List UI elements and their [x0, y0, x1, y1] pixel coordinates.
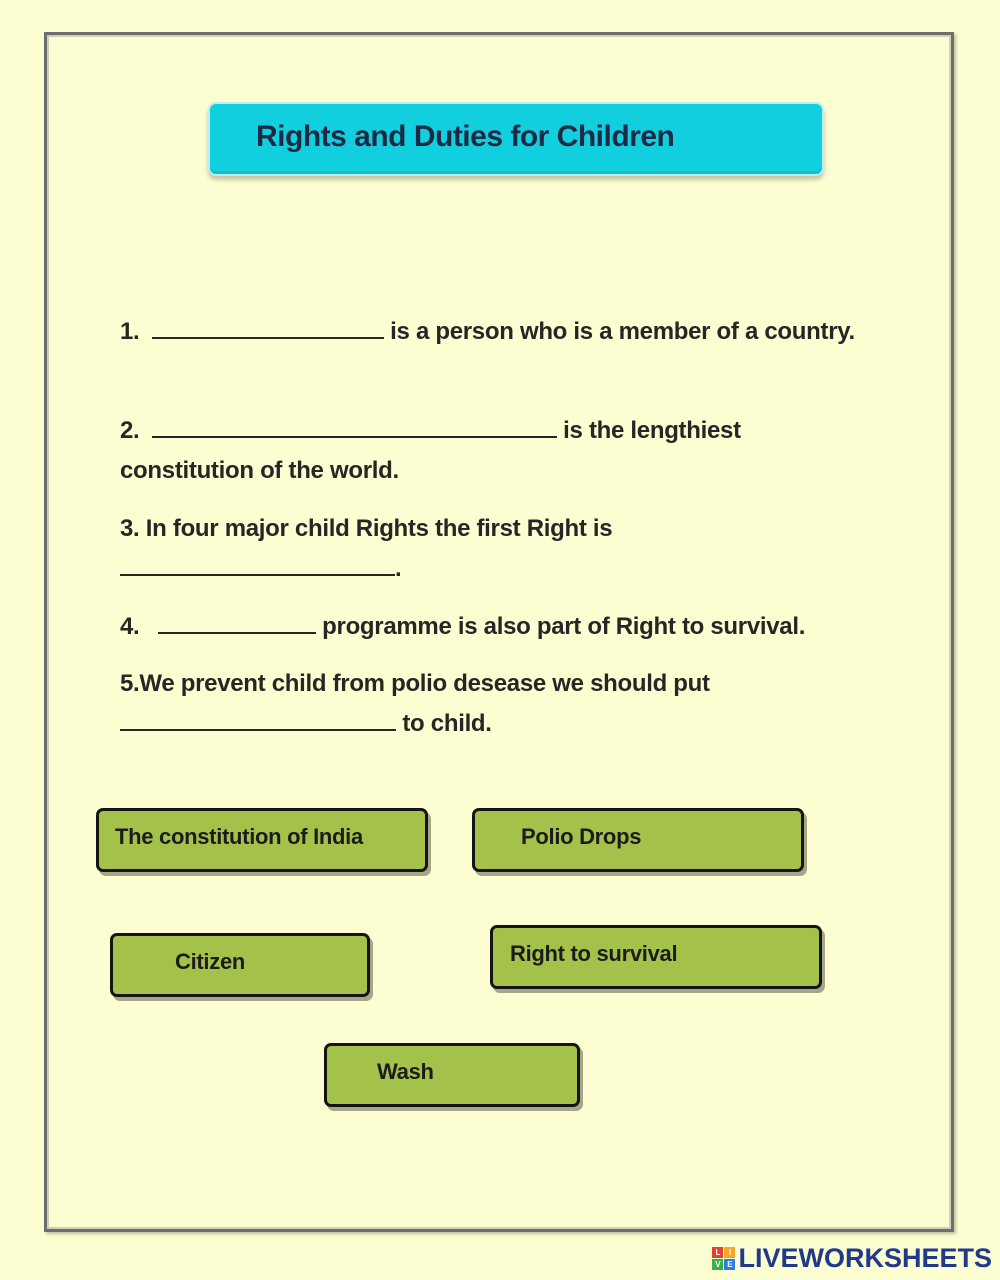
question-4: [120, 607, 880, 647]
option-citizen[interactable]: [110, 933, 370, 997]
question-4-number: 4.: [120, 613, 140, 640]
question-1-number: 1.: [120, 318, 140, 345]
option-label: The constitution of India: [115, 824, 363, 849]
badge-letter: I: [724, 1247, 735, 1258]
option-constitution-of-india[interactable]: [96, 808, 428, 872]
question-2-text: is the lengthiest constitution of the world.: [120, 417, 741, 484]
badge-letter: L: [712, 1247, 723, 1258]
option-label: Right to survival: [510, 941, 678, 966]
option-label: Wash: [377, 1059, 434, 1084]
question-5-text: 5.We prevent child from polio desease we should put: [120, 670, 710, 697]
question-4-text: programme is also part of Right to survival.: [315, 613, 806, 640]
option-wash[interactable]: [324, 1043, 580, 1107]
option-label: Polio Drops: [521, 824, 642, 849]
logo-badge-icon: [712, 1247, 735, 1270]
question-2-number: 2.: [120, 417, 140, 444]
option-right-to-survival[interactable]: [490, 925, 822, 989]
question-5: [120, 664, 880, 744]
question-3-text: 3. In four major child Rights the first Right is: [120, 515, 613, 542]
answer-blank-2[interactable]: [152, 414, 557, 438]
title-banner: [208, 102, 824, 176]
answer-blank-3[interactable]: [120, 552, 395, 576]
question-1-text: is a person who is a member of a country.: [383, 318, 855, 345]
question-3: [120, 509, 880, 589]
question-1: [120, 312, 880, 352]
logo-text: LIVEWORKSHEETS: [738, 1242, 992, 1273]
worksheet-title: Rights and Duties for Children: [256, 120, 675, 153]
badge-letter: V: [712, 1259, 723, 1270]
answer-blank-4[interactable]: [158, 610, 316, 634]
badge-letter: E: [724, 1259, 735, 1270]
question-5-end: to child.: [396, 710, 492, 737]
question-3-end: .: [395, 555, 402, 582]
question-2: [120, 411, 880, 491]
liveworksheets-logo: [712, 1242, 992, 1274]
option-polio-drops[interactable]: [472, 808, 804, 872]
answer-blank-1[interactable]: [152, 315, 384, 339]
option-label: Citizen: [175, 949, 246, 974]
answer-blank-5[interactable]: [120, 707, 396, 731]
